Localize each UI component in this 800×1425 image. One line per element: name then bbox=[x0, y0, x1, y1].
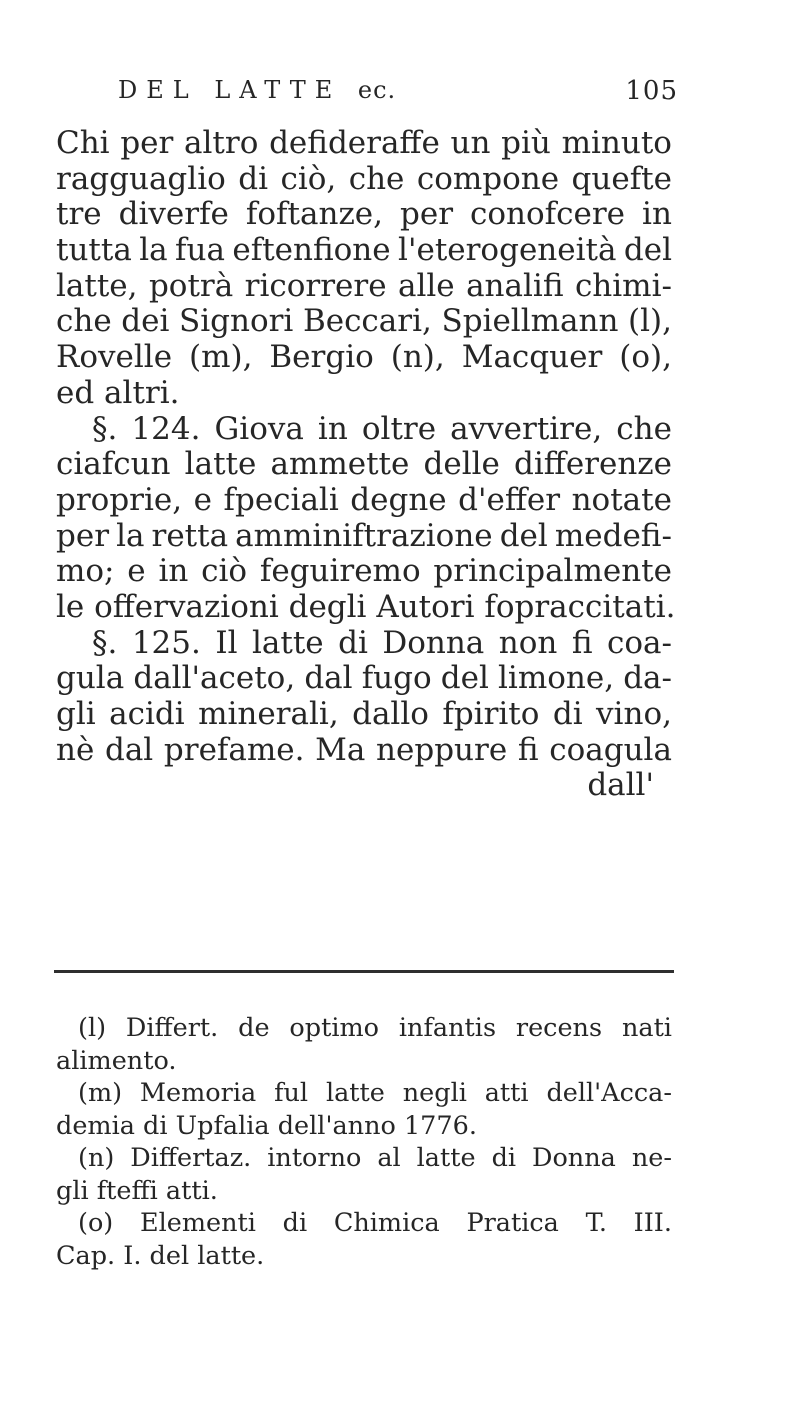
text-line: che dei Signori Beccari, Spiellmann (l), bbox=[56, 303, 672, 340]
text-line: gli acidi minerali, dallo fpirito di vino, bbox=[56, 696, 672, 732]
text-line: tutta la fua eftenfione l'eterogeneità del bbox=[56, 232, 672, 269]
footnote-separator bbox=[54, 970, 674, 973]
text-line: ragguaglio di ciò, che compone quefte bbox=[56, 160, 672, 197]
text-line: ciafcun latte ammette delle differenze bbox=[56, 446, 672, 483]
text-line: le offervazioni degli Autori fopraccitati. bbox=[56, 588, 676, 625]
page-number: 105 bbox=[625, 76, 678, 106]
main-text bbox=[56, 125, 676, 804]
footnotes bbox=[56, 1012, 672, 1272]
running-header bbox=[118, 76, 678, 116]
footnote-l: (l) Differt. de optimo infantis recens nati bbox=[78, 1013, 672, 1043]
footnote-line: gli fteffi atti. bbox=[56, 1175, 218, 1206]
text-line: mo; e in ciò feguiremo principalmente bbox=[56, 553, 672, 590]
text-line: Rovelle (m), Bergio (n), Macquer (o), bbox=[56, 339, 672, 376]
footnote-line: alimento. bbox=[56, 1045, 177, 1076]
running-title: DEL LATTE ec. bbox=[118, 76, 397, 104]
text-line: Chi per altro defideraffe un più minuto bbox=[56, 125, 672, 161]
footnote-o: (o) Elementi di Chimica Pratica T. III. bbox=[78, 1208, 672, 1238]
footnote-m: (m) Memoria ful latte negli atti dell'Acca- bbox=[78, 1078, 672, 1108]
text-line: nè dal prefame. Ma neppure fi coagula bbox=[56, 731, 672, 768]
footnote-n: (n) Differtaz. intorno al latte di Donna ne- bbox=[78, 1143, 672, 1173]
text-line: latte, potrà ricorrere alle analifi chimi- bbox=[56, 267, 672, 304]
footnote-line: Cap. I. del latte. bbox=[56, 1240, 265, 1271]
text-line: per la retta amminiftrazione del medefi- bbox=[56, 517, 672, 554]
text-line: proprie, e fpeciali degne d'effer notate bbox=[56, 481, 672, 518]
text-line: ed altri. bbox=[56, 374, 180, 411]
footnote-line: demia di Upfalia dell'anno 1776. bbox=[56, 1110, 477, 1141]
catchword: dall' bbox=[587, 767, 654, 804]
paragraph-124-start: §. 124. Giova in oltre avvertire, che bbox=[92, 410, 672, 447]
paragraph-125-start: §. 125. Il latte di Donna non fi coa- bbox=[92, 624, 672, 661]
text-line: gula dall'aceto, dal fugo del limone, da- bbox=[56, 660, 672, 697]
text-line: tre diverfe foftanze, per conofcere in bbox=[56, 196, 672, 233]
